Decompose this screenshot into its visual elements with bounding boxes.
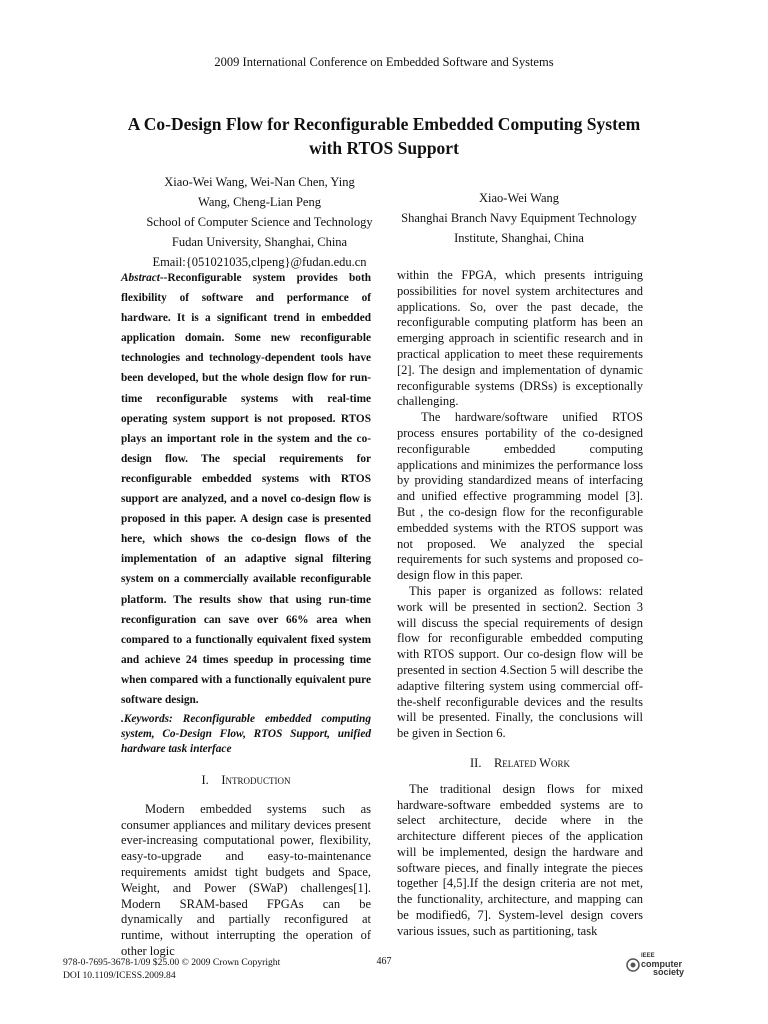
author-block-right xyxy=(388,188,650,248)
introduction-paragraph: Modern embedded systems such as consumer appliances and military devices present ever-increasing computational power, flexibility, easy-to-upgrade and easy-to-maintenance requirements amidst tight budgets and Space, Weight, and Power (SWaP) challenges[1]. Modern SRAM-based FPGAs can be dynamically and partially reconfigured at runtime, without interrupting the operation of other logic xyxy=(121,801,371,959)
paper-title xyxy=(60,112,708,160)
related-work-paragraph: The traditional design flows for mixed hardware-software embedded systems are to select architecture, decide where in the architecture different pieces of the application will be implemented, design the hardware and software pieces, and finally integrate the pieces together [4,5].If the design criteria are not met, the functionality, architecture, and mapping can be modified6, 7]. System-level design covers various issues, such as partitioning, task xyxy=(397,781,643,938)
section-heading-introduction: I. Introduction xyxy=(201,773,291,788)
keywords xyxy=(121,712,371,757)
author-block-left xyxy=(127,172,392,272)
author-affiliation-1: School of Computer Science and Technology xyxy=(146,215,373,229)
author-name-right: Xiao-Wei Wang xyxy=(478,191,560,205)
footer-doi: DOI 10.1109/ICESS.2009.84 xyxy=(63,970,176,981)
footer-isbn: 978-0-7695-3678-1/09 $25.00 © 2009 Crown Copyright xyxy=(63,957,281,968)
right-paragraph-3: This paper is organized as follows: related work will be presented in section2. Section 3 will discuss the special requirements of design flow for reconfigurable embedded computing with RTOS support. Our co-design flow will be presented in section 4.Section 5 will describe the adaptive filtering system using commercial off-the-shelf reconfigurable devices and the results will be presented. Finally, the conclusions will be given in Section 6. xyxy=(397,583,643,741)
conference-header: 2009 International Conference on Embedded Software and Systems xyxy=(214,55,554,69)
author-affiliation-right-2: Institute, Shanghai, China xyxy=(454,231,584,245)
ieee-computer-society-logo xyxy=(625,950,695,980)
logo-text: IEEE computer society xyxy=(641,953,685,977)
author-affiliation-right-1: Shanghai Branch Navy Equipment Technology xyxy=(401,211,637,225)
author-names-line-2: Wang, Cheng-Lian Peng xyxy=(198,195,321,209)
abstract xyxy=(121,268,371,710)
author-names-line-1: Xiao-Wei Wang, Wei-Nan Chen, Ying xyxy=(164,175,355,189)
author-affiliation-2: Fudan University, Shanghai, China xyxy=(171,235,348,249)
abstract-text: --Reconfigurable system provides both flexibility of software and performance of hardware. It is a significant trend in embedded application domain. Some new reconfigurable technologies and technology-dependent tools have been developed, but the whole design flow for run-time reconfigurable systems with real-time operating system support is not proposed. RTOS plays an important role in the system and the co-design flow. The special requirements for reconfigurable embedded systems with RTOS support are analyzed, and a novel co-design flow is proposed in this paper. A design case is presented here, which shows the co-design flows of the implementation of an adaptive signal filtering system on a commercially available reconfigurable platform. The results show that using run-time reconfiguration can save over 66% area when compared to a functionally equivalent fixed system and achieve 24 times speedup in processing time when compared with a functionally equivalent pure software design. xyxy=(121,272,371,706)
keywords-lead: .Keywords: xyxy=(121,713,183,726)
author-email: Email:{051021035,clpeng}@fudan.edu.cn xyxy=(152,255,367,269)
ieee-logo-icon xyxy=(625,950,641,980)
title-line-1: A Co-Design Flow for Reconfigurable Embedded Computing System xyxy=(127,114,641,134)
title-line-2: with RTOS Support xyxy=(309,138,459,158)
right-column xyxy=(397,268,643,940)
right-paragraph-1: within the FPGA, which presents intriguing possibilities for novel system architectures and applications. So, over the past decade, the reconfigurable computing platform has been an emerging approach in scientific research and in practical application to meet these requirements [2]. The design and implementation of dynamic reconfigurable systems (DRSs) is exceptionally challenging. xyxy=(397,268,643,409)
abstract-lead: Abstract xyxy=(121,272,160,284)
keywords-text: Reconfigurable embedded computing system, Co-Design Flow, RTOS Support, unified hardware task interface xyxy=(121,713,371,756)
section-heading-related-work: II. Related Work xyxy=(470,755,570,770)
right-paragraph-2: The hardware/software unified RTOS process ensures portability of the co-designed reconfigurable embedded computing applications and minimizes the performance loss by providing standardized means of interfacing and unified effective programming model [3]. But , the co-design flow for the reconfigurable embedded systems with the RTOS support was not proposed. We analyzed the special requirements for such systems and proposed co-design flow in this paper. xyxy=(397,410,643,583)
page-number: 467 xyxy=(376,956,392,967)
left-column xyxy=(121,268,371,960)
